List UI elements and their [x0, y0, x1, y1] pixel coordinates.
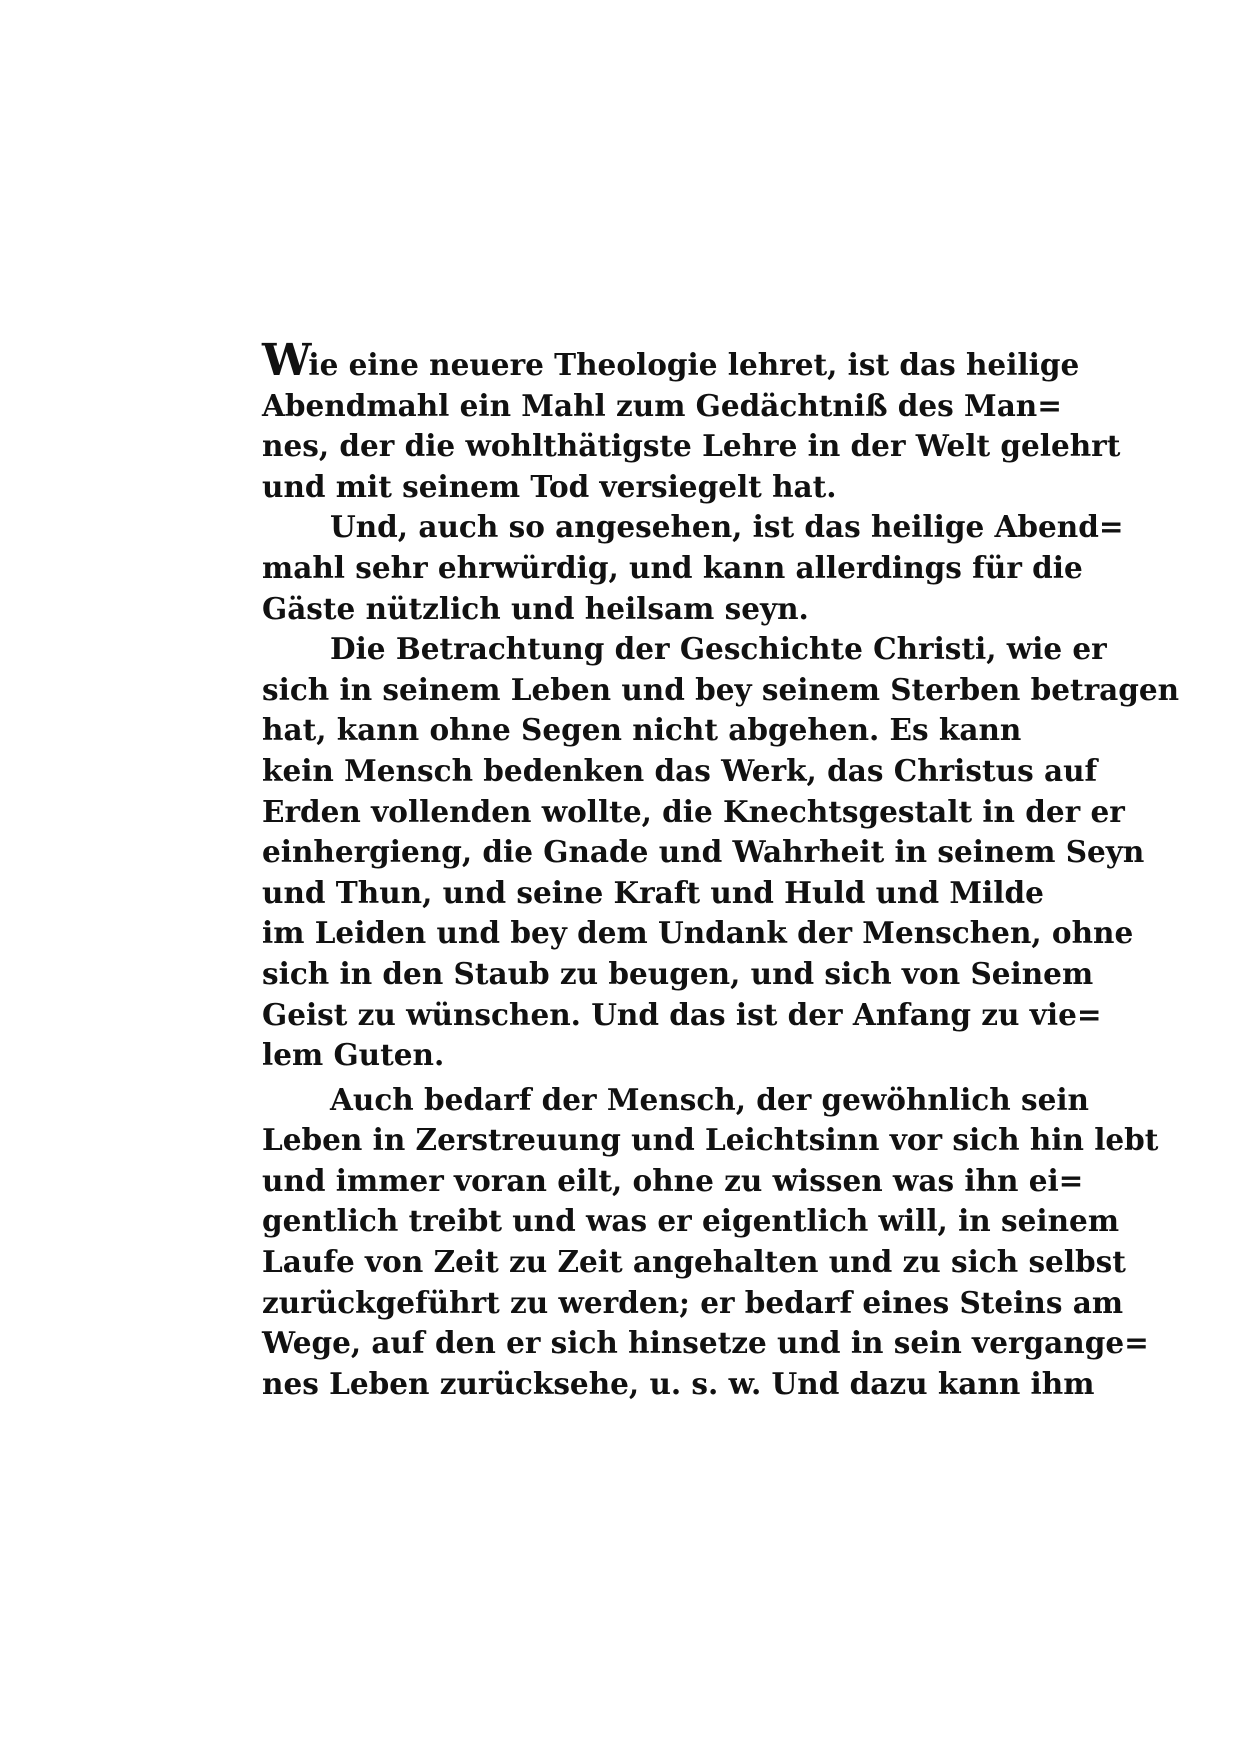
text-line: Die Betrachtung der Geschichte Christi, wie er: [330, 631, 1107, 667]
paragraph: [262, 507, 1124, 629]
text-line: und immer voran eilt, ohne zu wissen was ihn ei=: [262, 1162, 1084, 1198]
text-line: [262, 335, 1080, 386]
text-line: Gäste nützlich und heilsam seyn.: [262, 590, 809, 626]
text-line: und mit seinem Tod versiegelt hat.: [262, 468, 837, 504]
text-line: zurückgeführt zu werden; er bedarf eines Steins am: [262, 1284, 1124, 1320]
text-line: hat, kann ohne Segen nicht abgehen. Es kann: [262, 712, 1022, 748]
text-line: nes Leben zurücksehe, u. s. w. Und dazu kann ihm: [262, 1365, 1095, 1401]
text-line: und Thun, und seine Kraft und Huld und Milde: [262, 874, 1044, 910]
text-line: Leben in Zerstreuung und Leichtsinn vor sich hin lebt: [262, 1122, 1159, 1158]
text-line: Wege, auf den er sich hinsetze und in sein vergange=: [262, 1325, 1149, 1361]
text-line: kein Mensch bedenken das Werk, das Christus auf: [262, 752, 1098, 788]
text-line: lem Guten.: [262, 1037, 445, 1073]
text-line: Und, auch so angesehen, ist das heilige Abend=: [330, 509, 1124, 545]
text-line: Erden vollenden wollte, die Knechtsgestalt in der er: [262, 793, 1125, 829]
text-line: Auch bedarf der Mensch, der gewöhnlich sein: [330, 1081, 1089, 1117]
text-line: einhergieng, die Gnade und Wahrheit in seinem Seyn: [262, 834, 1145, 870]
text-line: sich in seinem Leben und bey seinem Sterben betragen: [262, 671, 1180, 707]
text-line: nes, der die wohlthätigste Lehre in der Welt gelehrt: [262, 428, 1121, 464]
text-line: im Leiden und bey dem Undank der Menschen, ohne: [262, 915, 1134, 951]
text-line: mahl sehr ehrwürdig, und kann allerdings für die: [262, 549, 1083, 585]
paragraph: [262, 1080, 1159, 1405]
text-line: gentlich treibt und was er eigentlich will, in seinem: [262, 1203, 1120, 1239]
first-line-text: ie eine neuere Theologie lehret, ist das heilige: [308, 347, 1080, 382]
body-text: [262, 335, 1180, 1404]
text-line: Geist zu wünschen. Und das ist der Anfang zu vie=: [262, 996, 1102, 1032]
paragraph: [262, 629, 1180, 1076]
text-line: Laufe von Zeit zu Zeit angehalten und zu sich selbst: [262, 1244, 1126, 1280]
paragraph: [262, 335, 1121, 507]
drop-cap-initial: W: [262, 335, 309, 386]
text-line: sich in den Staub zu beugen, und sich von Seinem: [262, 955, 1094, 991]
text-line: Abendmahl ein Mahl zum Gedächtniß des Man=: [262, 387, 1062, 423]
